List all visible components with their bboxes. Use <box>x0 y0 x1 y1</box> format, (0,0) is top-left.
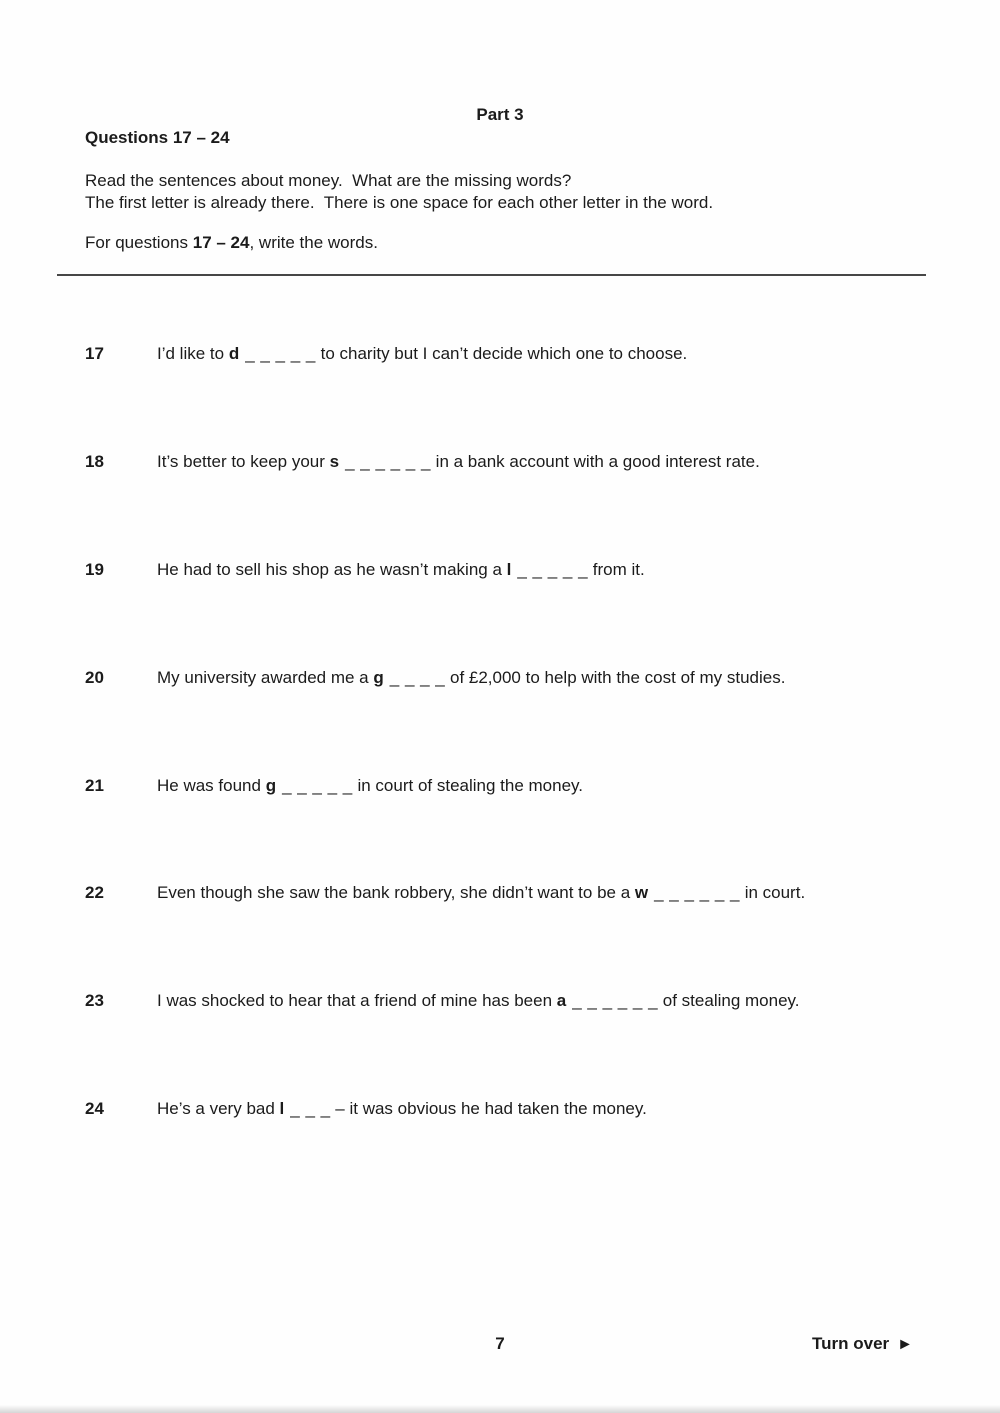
question-number: 24 <box>85 1099 104 1118</box>
question-number: 23 <box>85 991 104 1010</box>
answer-blanks[interactable]: _ _ _ _ _ _ <box>654 883 740 902</box>
first-letter: d <box>228 344 240 363</box>
question-text <box>157 990 800 1012</box>
for-questions-prefix: For questions <box>85 233 193 252</box>
for-questions-suffix: , write the words. <box>249 233 378 252</box>
question-suffix: of stealing money. <box>658 991 800 1010</box>
for-questions-line <box>85 232 378 254</box>
question-text <box>157 559 645 581</box>
question-prefix: I was shocked to hear that a friend of mine has been <box>157 991 557 1010</box>
part-title: Part 3 <box>476 105 524 124</box>
answer-blanks[interactable]: _ _ _ _ <box>389 668 446 687</box>
question-row-17 <box>85 343 945 365</box>
question-suffix: – it was obvious he had taken the money. <box>330 1099 647 1118</box>
question-prefix: My university awarded me a <box>157 668 374 687</box>
question-row-19 <box>85 559 945 581</box>
question-row-18 <box>85 451 945 473</box>
question-suffix: in court of stealing the money. <box>352 776 584 795</box>
question-prefix: He was found <box>157 776 266 795</box>
question-number: 17 <box>85 344 104 363</box>
turn-over-label <box>812 1333 913 1356</box>
question-number: 20 <box>85 668 104 687</box>
question-row-24 <box>85 1098 945 1120</box>
first-letter: a <box>556 991 567 1010</box>
question-prefix: It’s better to keep your <box>157 452 330 471</box>
question-text <box>157 343 687 365</box>
question-text <box>157 882 805 904</box>
scan-bottom-edge <box>0 1405 1000 1413</box>
question-suffix: of £2,000 to help with the cost of my studies. <box>445 668 786 687</box>
first-letter: g <box>373 668 384 687</box>
question-row-20 <box>85 667 945 689</box>
question-text <box>157 667 785 689</box>
answer-blanks[interactable]: _ _ _ _ _ <box>517 560 589 579</box>
section-title: Questions 17 – 24 <box>85 128 230 147</box>
question-suffix: in a bank account with a good interest rate. <box>430 452 760 471</box>
question-text <box>157 1098 647 1120</box>
page-number: 7 <box>495 1334 505 1353</box>
question-number: 18 <box>85 452 104 471</box>
question-number: 21 <box>85 776 104 795</box>
answer-blanks[interactable]: _ _ _ _ _ _ <box>572 991 659 1010</box>
question-prefix: He’s a very bad <box>157 1099 280 1118</box>
question-number: 19 <box>85 560 104 579</box>
answer-blanks[interactable]: _ _ _ _ _ <box>245 344 316 363</box>
question-text <box>157 775 583 797</box>
question-row-21 <box>85 775 945 797</box>
turn-over-text: Turn over <box>812 1334 890 1353</box>
first-letter: l <box>506 560 512 579</box>
question-suffix: in court. <box>739 883 806 902</box>
answer-blanks[interactable]: _ _ _ <box>290 1099 331 1118</box>
first-letter: l <box>279 1099 285 1118</box>
horizontal-divider <box>57 274 926 276</box>
question-number: 22 <box>85 883 104 902</box>
question-prefix: Even though she saw the bank robbery, she didn’t want to be a <box>157 883 635 902</box>
question-prefix: I’d like to <box>157 344 229 363</box>
question-prefix: He had to sell his shop as he wasn’t making a <box>157 560 507 579</box>
for-questions-range: 17 – 24 <box>192 233 250 252</box>
first-letter: s <box>329 452 340 471</box>
question-suffix: to charity but I can’t decide which one to choose. <box>315 344 688 363</box>
first-letter: w <box>634 883 649 902</box>
instructions-line-2: The first letter is already there. There is one space for each other letter in the word. <box>85 193 714 212</box>
question-suffix: from it. <box>588 560 645 579</box>
question-row-23 <box>85 990 945 1012</box>
instructions-line-1: Read the sentences about money. What are the missing words? <box>85 171 572 190</box>
turn-over-arrow-icon: ► <box>897 1336 913 1353</box>
answer-blanks[interactable]: _ _ _ _ _ <box>282 776 353 795</box>
first-letter: g <box>265 776 277 795</box>
question-row-22 <box>85 882 945 904</box>
answer-blanks[interactable]: _ _ _ _ _ _ <box>345 452 431 471</box>
question-text <box>157 451 760 473</box>
